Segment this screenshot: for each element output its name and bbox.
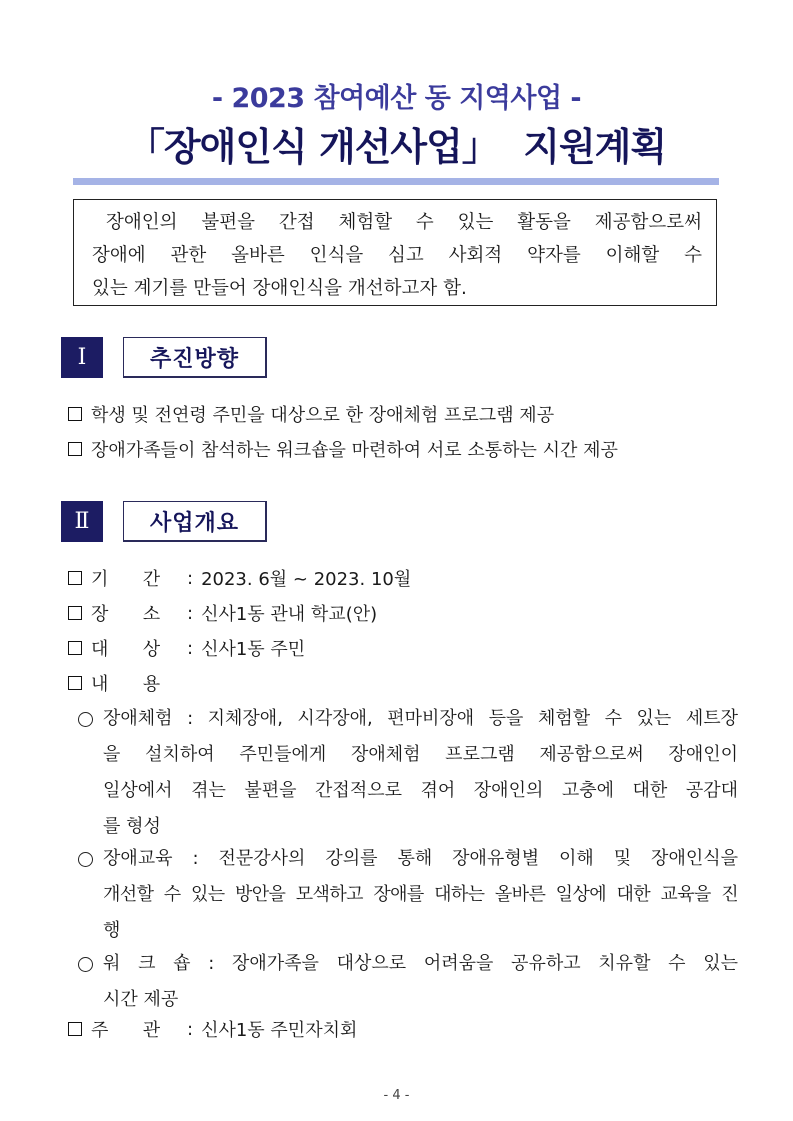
- checkbox-square-icon: [68, 442, 82, 456]
- field-label: 기 간: [91, 569, 161, 590]
- content-line: 행: [103, 920, 121, 941]
- overview-field-target: [68, 634, 305, 662]
- field-label: 주 관: [91, 1020, 161, 1041]
- checkbox-square-icon: [68, 676, 82, 690]
- field-label: 내 용: [91, 674, 161, 695]
- circle-bullet-icon: [78, 712, 93, 727]
- field-separator: :: [187, 602, 194, 624]
- field-separator: :: [187, 567, 194, 589]
- purpose-line: 장애에 관한 올바른 인식을 심고 사회적 약자를 이해할 수: [92, 245, 702, 266]
- overview-field-place: [68, 599, 377, 627]
- section-title-overview: 사업개요: [123, 501, 267, 542]
- content-item-education: [78, 845, 738, 949]
- checkbox-square-icon: [68, 606, 82, 620]
- content-item-experience: [78, 705, 738, 845]
- overview-field-period: [68, 564, 411, 592]
- circle-bullet-icon: [78, 852, 93, 867]
- content-line: 개선할 수 있는 방안을 모색하고 장애를 대하는 올바른 일상에 대한 교육을 진: [103, 884, 738, 905]
- content-line: 장애교육 : 전문강사의 강의를 통해 장애유형별 이해 및 장애인식을: [103, 848, 738, 869]
- field-value: 신사1동 주민자치회: [201, 1020, 358, 1041]
- direction-item-text: 장애가족들이 참석하는 워크숍을 마련하여 서로 소통하는 시간 제공: [91, 440, 618, 461]
- purpose-line: 있는 계기를 만들어 장애인식을 개선하고자 함.: [92, 278, 467, 299]
- circle-bullet-icon: [78, 957, 93, 972]
- field-value: 2023. 6월 ~ 2023. 10월: [201, 569, 412, 590]
- field-value: 신사1동 관내 학교(안): [201, 604, 378, 625]
- section-title-direction: 추진방향: [123, 337, 267, 378]
- overview-field-content: [68, 669, 187, 697]
- checkbox-square-icon: [68, 407, 82, 421]
- content-line: 을 설치하여 주민들에게 장애체험 프로그램 제공함으로써 장애인이: [103, 744, 738, 765]
- content-line: 일상에서 겪는 불편을 간접적으로 겪어 장애인의 고충에 대한 공감대: [103, 780, 738, 801]
- document-subtitle: - 2023 참여예산 동 지역사업 -: [211, 83, 582, 114]
- field-label: 대 상: [91, 639, 161, 660]
- section-number-2: Ⅱ: [61, 501, 103, 542]
- field-separator: :: [187, 1018, 194, 1040]
- document-title: 「장애인식 개선사업」 지원계획: [126, 125, 667, 169]
- overview-field-host: [68, 1015, 357, 1043]
- direction-item: [68, 400, 554, 428]
- content-line: 를 형성: [103, 816, 161, 837]
- direction-item: [68, 435, 618, 463]
- content-line: 장애체험 : 지체장애, 시각장애, 편마비장애 등을 체험할 수 있는 세트장: [103, 708, 738, 729]
- section-number-1: Ⅰ: [61, 337, 103, 378]
- purpose-line: 장애인의 불편을 간접 체험할 수 있는 활동을 제공함으로써: [106, 212, 702, 233]
- page-number: - 4 -: [383, 1088, 410, 1103]
- checkbox-square-icon: [68, 571, 82, 585]
- field-label: 장 소: [91, 604, 161, 625]
- title-divider-bar: [73, 178, 719, 185]
- content-item-workshop: [78, 950, 738, 1018]
- content-line: 워 크 숍 : 장애가족을 대상으로 어려움을 공유하고 치유할 수 있는: [103, 953, 738, 974]
- checkbox-square-icon: [68, 641, 82, 655]
- purpose-box: [73, 199, 717, 306]
- field-separator: :: [187, 637, 194, 659]
- direction-item-text: 학생 및 전연령 주민을 대상으로 한 장애체험 프로그램 제공: [91, 405, 555, 426]
- content-line: 시간 제공: [103, 989, 179, 1010]
- checkbox-square-icon: [68, 1022, 82, 1036]
- field-value: 신사1동 주민: [201, 639, 306, 660]
